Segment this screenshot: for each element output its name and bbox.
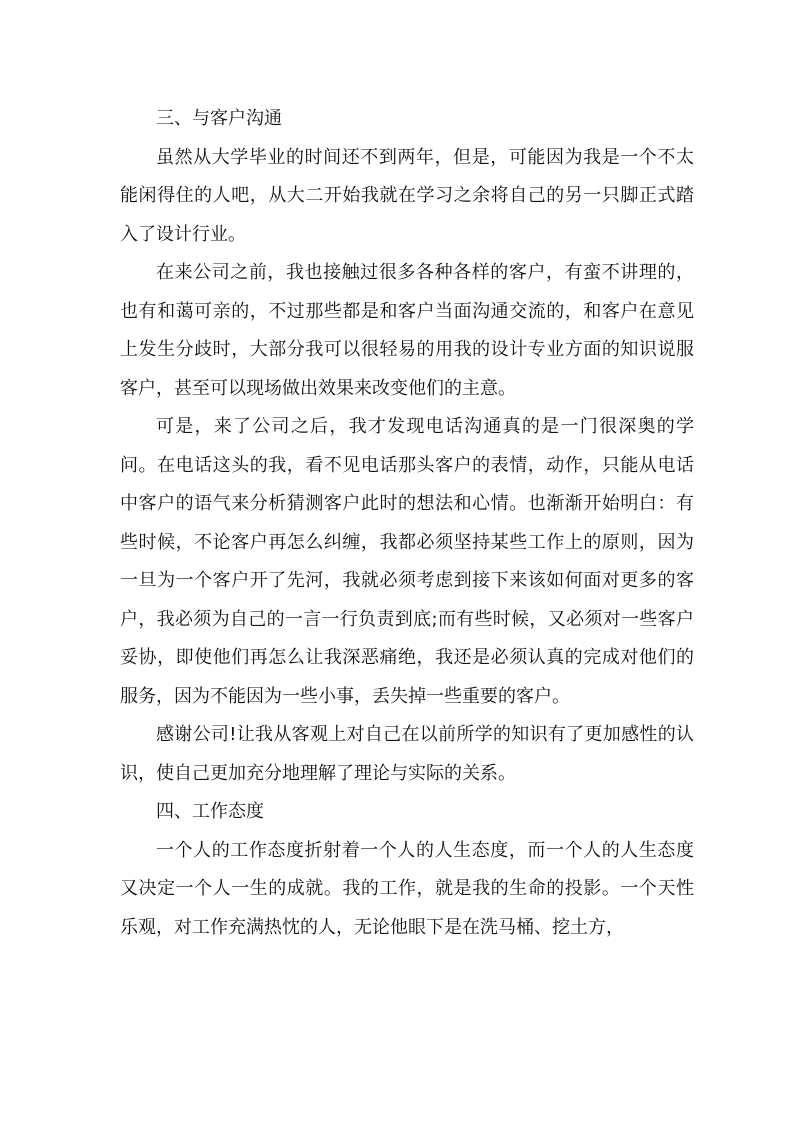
- section-heading-work-attitude: 四、工作态度: [156, 801, 264, 822]
- section-heading-customer-communication: 三、与客户沟通: [156, 108, 282, 129]
- paragraph: 在来公司之前，我也接触过很多各种各样的客户，有蛮不讲理的，也有和蔼可亲的，不过那些都是和客户当面沟通交流的，和客户在意见上发生分歧时，大部分我可以很轻易的用我的设计专业方面的知识说服客户，甚至可以现场做出效果来改变他们的主意。: [120, 262, 694, 399]
- paragraph: 一个人的工作态度折射着一个人的人生态度，而一个人的人生态度又决定一个人一生的成就。我的工作，就是我的生命的投影。一个天性乐观，对工作充满热忱的人，无论他眼下是在洗马桶、挖土方，: [120, 839, 694, 938]
- paragraph: 可是，来了公司之后，我才发现电话沟通真的是一门很深奥的学问。在电话这头的我，看不见电话那头客户的表情，动作，只能从电话中客户的语气来分析猜测客户此时的想法和心情。也渐渐开始明白：有些时候，不论客户再怎么纠缠，我都必须坚持某些工作上的原则，因为一旦为一个客户开了先河，我就必须考虑到接下来该如何面对更多的客户，我必须为自己的一言一行负责到底;而有些时候，又必须对一些客户妥协，即使他们再怎么让我深恶痛绝，我还是必须认真的完成对他们的服务，因为不能因为一些小事，丢失掉一些重要的客户。: [120, 416, 694, 707]
- document-body: [120, 100, 694, 947]
- paragraph: 感谢公司!让我从客观上对自己在以前所学的知识有了更加感性的认识，使自己更加充分地理解了理论与实际的关系。: [120, 724, 694, 784]
- paragraph: 虽然从大学毕业的时间还不到两年，但是，可能因为我是一个不太能闲得住的人吧，从大二开始我就在学习之余将自己的另一只脚正式踏入了设计行业。: [120, 146, 694, 245]
